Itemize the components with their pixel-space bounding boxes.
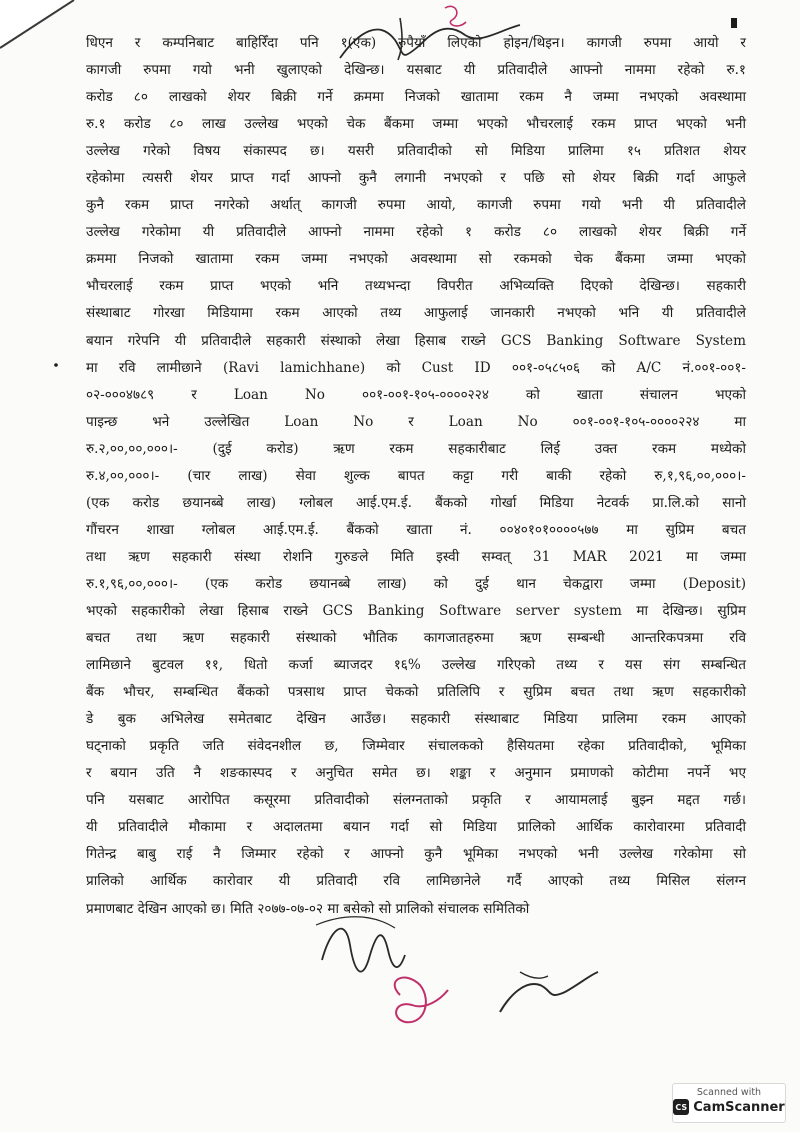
document-line: डे बुक अभिलेख समेतबाट देखिन आउँछ। सहकारी संस्थाबाट मिडिया प्रालिमा रकम आएको — [86, 711, 746, 728]
document-line: रु.२,००,००,०००।- (दुई करोड) ऋण रकम सहकारीबाट लिई उक्त रकम मध्येको — [86, 440, 746, 457]
document-line: ०२-०००४७८९ र Loan No ००१-००१-१०५-००००२२४ को खाता संचालन भएको — [86, 386, 746, 403]
document-line: लामिछाने बुटवल ११, धितो कर्जा ब्याजदर १६% उल्लेख गरिएको तथ्य र यस संग सम्बन्धित — [86, 657, 746, 674]
camscanner-brand-row — [673, 1099, 785, 1115]
document-line: मा रवि लामीछाने (Ravi lamichhane) को Cust ID ००१-०५८५०६ को A/C नं.००१-००१- — [86, 359, 746, 376]
camscanner-badge — [672, 1083, 786, 1123]
document-line: गौंचरन शाखा ग्लोबल आई.एम.ई. बैंकको खाता नं. ००४०१०१००००५७७ मा सुप्रिम बचत — [86, 521, 746, 538]
document-line: गितेन्द्र बाबु राई नै जिम्मार रहेको र आफ्नो कुनै भूमिका नभएको भनी उल्लेख गरेकोमा सो — [86, 846, 746, 863]
camscanner-logo-icon: CS — [673, 1099, 689, 1115]
document-line: रु.४,००,०००।- (चार लाख) सेवा शुल्क बापत कट्टा गरी बाकी रहेको रु,१,९६,००,०००।- — [86, 467, 746, 484]
document-line: भौचरलाई रकम प्राप्त भएको भनि तथ्यभन्दा विपरीत अभिव्यक्ति दिएको देखिन्छ। सहकारी — [86, 278, 746, 295]
document-line: उल्लेख गरेको विषय संकास्पद छ। यसरी प्रतिवादीको सो मिडिया प्रालिमा १५ प्रतिशत शेयर — [86, 143, 746, 160]
document-line: रहेकोमा त्यसरी शेयर प्राप्त गर्दा आफ्नो कुनै लगानी नभएको र पछि सो शेयर बिक्री गर्दा आफुले — [86, 170, 746, 187]
document-line: बैंक भौचर, सम्बन्धित बैंकको पत्रसाथ प्राप्त चेकको प्रतिलिपि र सुप्रिम बचत तथा ऋण सहकारीको — [86, 684, 746, 701]
initial-top — [445, 6, 466, 26]
document-line: कुनै रकम प्राप्त नगरेको अर्थात् कागजी रुपमा आयो, कागजी रुपमा गयो भनी यी प्रतिवादीले — [86, 197, 746, 214]
initial-bottom — [395, 978, 448, 1023]
document-line: क्रममा निजको खातामा रकम जम्मा नभएको अवस्थामा सो रकमको चेक बैंकमा जम्मा भएको — [86, 251, 746, 268]
signature-bottom-left — [322, 929, 405, 972]
document-line: प्रमाणबाट देखिन आएको छ। मिति २०७७-०७-०२ मा बसेको सो प्रालिको संचालक समितिको — [86, 900, 530, 917]
page-fold-edge — [0, 0, 80, 60]
document-body — [86, 30, 746, 923]
signature-bottom-right — [500, 972, 598, 1012]
document-line: यी प्रतिवादीले मौकामा र अदालतमा बयान गर्दा सो मिडिया प्रालिको आर्थिक कारोवारमा प्रतिवादी — [86, 819, 746, 836]
margin-dot — [54, 363, 58, 367]
scanned-with-caption: Scanned with — [696, 1087, 762, 1098]
document-line: संस्थाबाट गोरखा मिडियामा रकम आएको तथ्य आफुलाई जानकारी नभएको भनि यी प्रतिवादीले — [86, 305, 746, 322]
document-line: करोड ८० लाखको शेयर बिक्री गर्ने क्रममा निजको खातामा रकम नै जम्मा नभएको अवस्थामा — [86, 89, 746, 106]
document-line: रु.१,९६,००,०००।- (एक करोड छयानब्बे लाख) को दुई थान चेकद्वारा जम्मा (Deposit) — [86, 575, 746, 592]
document-line: रु.१ करोड ८० लाख उल्लेख भएको चेक बैंकमा जम्मा भएको भौचरलाई रकम प्राप्त भएको भनी — [86, 116, 746, 133]
document-line: कागजी रुपमा गयो भनी खुलाएको देखिन्छ। यसबाट यी प्रतिवादीले आफ्नो नाममा रहेको रु.१ — [86, 62, 746, 79]
document-line: भएको सहकारीको लेखा हिसाब राख्ने GCS Banking Software server system मा देखिन्छ। सुप्रिम — [86, 602, 746, 619]
document-line: प्रालिको आर्थिक कारोवार यी प्रतिवादी रवि लामिछानेले गर्दै आएको तथ्य मिसिल संलग्न — [86, 873, 746, 890]
document-line: तथा ऋण सहकारी संस्था रोशनि गुरुङले मिति इस्वी सम्वत् 31 MAR 2021 मा जम्मा — [86, 548, 746, 565]
document-line: उल्लेख गरेकोमा यी प्रतिवादीले आफ्नो नाममा रहेको १ करोड ८० लाखको शेयर बिक्री गर्ने — [86, 224, 746, 241]
document-line: र बयान उति नै शङकास्पद र अनुचित समेत छ। शङ्का र अनुमान प्रमाणको कोटीमा नपर्ने भए — [86, 765, 746, 782]
corner-mark — [731, 18, 737, 28]
document-line: धिएन र कम्पनिबाट बाहिरिँदा पनि १(एक) रुपैयाँ लिएको होइन/थिइन। कागजी रुपमा आयो र — [86, 35, 746, 51]
document-line: पनि यसबाट आरोपित कसूरमा प्रतिवादीको संलग्नताको प्रकृति र आयामलाई बुझ्न मद्दत गर्छ। — [86, 792, 746, 809]
document-line: (एक करोड छयानब्बे लाख) ग्लोबल आई.एम.ई. बैंकको गोर्खा मिडिया नेटवर्क प्रा.लि.को सानो — [86, 494, 746, 511]
document-line: घट्नाको प्रकृति जति संवेदनशील छ, जिम्मेवार संचालकको हैसियतमा रहेका प्रतिवादीको, भूमिका — [86, 738, 746, 755]
signature-bottom-right-tick — [520, 972, 548, 978]
camscanner-brand: CamScanner — [693, 1099, 785, 1115]
document-line: बचत तथा ऋण सहकारी संस्थाको भौतिक कागजातहरुमा ऋण सम्बन्धी आन्तरिकपत्रमा रवि — [86, 630, 746, 647]
document-line: पाइन्छ भने उल्लेखित Loan No र Loan No ००१-००१-१०५-००००२२४ मा — [86, 413, 746, 430]
document-line: बयान गरेपनि यी प्रतिवादीले सहकारी संस्थाको लेखा हिसाब राख्ने GCS Banking Software System — [86, 332, 746, 349]
